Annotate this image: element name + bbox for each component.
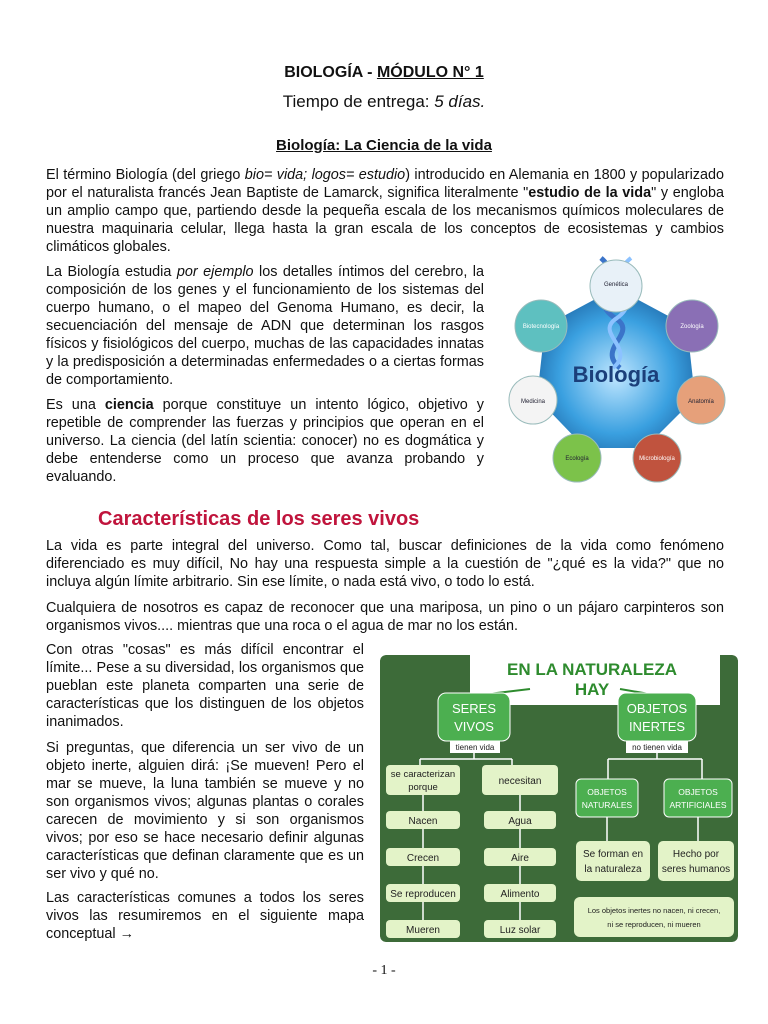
biologia-italic: por ejemplo	[176, 264, 254, 280]
hecho-por-line1: Hecho por	[672, 849, 720, 860]
microbiology-label: Microbiología	[639, 456, 675, 462]
caracterizan-line2: porque	[408, 782, 438, 793]
char-nacen: Nacen	[408, 816, 438, 827]
paragraph-cosas: Con otras "cosas" es más difícil encontrar el límite... Pese a su diversidad, los organismos que pueblan este planeta comparten una serie de características que los distinguen de los objetos inanimados.	[46, 642, 364, 730]
char-reproducen: Se reproducen	[390, 889, 456, 900]
deadline-value: 5 días.	[434, 92, 486, 111]
medicine-label: Medicina	[520, 399, 546, 405]
need-alimento: Alimento	[500, 889, 540, 900]
ecology-label: Ecología	[565, 456, 589, 462]
anatomy-label: Anatomía	[688, 399, 714, 405]
objetos-artificiales-box	[664, 779, 732, 817]
char-crecen: Crecen	[406, 853, 440, 864]
ciencia-bold: ciencia	[104, 397, 154, 413]
artificiales-line2: ARTIFICIALES	[669, 800, 727, 810]
biologia-text-2: los detalles íntimos del cerebro, la composición de los genes y el funcionamiento de los sistemas del cuerpo humano, o el mapeo del Genoma Humano, es decir, la secuenciación del mensaje de ADN que determinan los rasgos físicos y fisiológicos del cuerpo, muchas de las capacidades innatas y la predisposición a determinadas enfermedades o a ciertas formas de comportamiento.	[46, 264, 484, 388]
title-prefix: BIOLOGÍA -	[284, 64, 377, 81]
note-line2: ni se reproducen, ni mueren	[607, 920, 701, 929]
ciencia-text-2: porque constituye un intento lógico, objetivo y repetible de comprender las fuerzas y principios que operan en el universo. La ciencia (del latín scientia: conocer) no es dogmática y debe entenderse como un proceso que avanza probando y evaluando.	[46, 397, 484, 485]
paragraph-preguntas: Si preguntas, que diferencia un ser vivo de un objeto inerte, alguien dirá: ¡Se mueven! Pero el mar se mueve, la luna también se mueve y no son organismos vivos; algunas plantas o corales carecen de movimiento y si son organismos vivos; por eso se hace necesario definir algunas características que definan claramente que es un ser vivo y qué no.	[46, 740, 364, 882]
seres-vivos-line2: VIVOS	[454, 719, 494, 734]
se-forman-line1: Se forman en	[582, 849, 644, 860]
objetos-naturales-box	[576, 779, 638, 817]
paragraph-mariposa: Cualquiera de nosotros es capaz de reconocer que una mariposa, un pino o un pájaro carpinteros son organismos vivos.... mientras que una roca o el agua de mar no los están.	[46, 600, 724, 634]
intro-text-3: " y engloba un amplio campo que, partiendo desde la pequeña escala de los mecanismos químicos moleculares de nuestra maquinaria celular, llega hasta la gran escala de los conceptos de ecosistemas y cambios climáticos globales.	[46, 185, 724, 255]
se-forman-box	[576, 841, 650, 881]
biologia-text-1: La Biología estudia	[46, 264, 177, 280]
objetos-inertes-line2: INERTES	[628, 719, 686, 734]
paragraph-intro	[46, 166, 724, 256]
intro-etymology: bio= vida; logos= estudio	[244, 167, 406, 183]
se-forman-line2: la naturaleza	[584, 864, 642, 875]
note-box	[574, 897, 734, 937]
genetics-label: Genética	[603, 282, 629, 288]
need-agua: Agua	[508, 816, 532, 827]
caracterizan-line1: se caracterizan	[390, 769, 456, 780]
objetos-inertes-line1: OBJETOS	[626, 701, 688, 716]
naturales-line2: NATURALES	[581, 800, 633, 810]
title-module: MÓDULO N° 1	[376, 64, 484, 81]
paragraph-ciencia	[46, 396, 484, 486]
document-title	[0, 64, 768, 82]
ciencia-text-1: Es una	[46, 397, 105, 413]
char-mueren: Mueren	[406, 925, 440, 936]
tienen-vida-label: tienen vida	[455, 743, 495, 752]
hecho-por-box	[658, 841, 734, 881]
section-heading: Biología: La Ciencia de la vida	[276, 137, 492, 154]
need-aire: Aire	[511, 853, 529, 864]
paragraph-vida: La vida es parte integral del universo. Como tal, buscar definiciones de la vida como fenómeno diferenciado es muy difícil, No hay una respuesta simple a la cuestión de "¿qué es la vida?" que no incluya algún límite arbitrario. Sin ese límite, o nada está vivo, o todo lo está.	[46, 538, 724, 590]
need-luz: Luz solar	[499, 925, 541, 936]
intro-text-1: El término Biología (del griego	[46, 167, 245, 183]
map-title-line2: HAY	[574, 680, 610, 699]
paragraph-biologia	[46, 263, 484, 389]
biology-illustration	[505, 248, 727, 488]
paragraph-mapa: Las características comunes a todos los seres vivos las resumiremos en el siguiente mapa conceptual →	[46, 890, 364, 942]
map-title-line1: EN LA NATURALEZA	[507, 660, 677, 679]
deadline-label: Tiempo de entrega:	[282, 92, 435, 111]
characteristics-heading: Características de los seres vivos	[98, 508, 420, 530]
zoology-label: Zoología	[680, 324, 704, 330]
hecho-por-line2: seres humanos	[661, 864, 731, 875]
intro-bold: estudio de la vida	[528, 185, 652, 201]
concept-map	[380, 655, 738, 942]
note-line1: Los objetos inertes no nacen, ni crecen,	[587, 906, 721, 915]
naturales-line1: OBJETOS	[587, 787, 627, 797]
seres-vivos-line1: SERES	[451, 701, 497, 716]
necesitan-label: necesitan	[498, 776, 542, 787]
biology-center-label: Biología	[572, 362, 660, 387]
biotech-label: Biotecnología	[522, 324, 560, 330]
no-tienen-vida-label: no tienen vida	[632, 743, 682, 752]
deadline-line	[0, 92, 768, 112]
artificiales-line1: OBJETOS	[678, 787, 718, 797]
intro-text-2: ) introducido en Alemania en 1800 y popularizado por el naturalista francés Jean Baptiste de Lamarck, significa literalmente "	[46, 167, 725, 201]
page-number: - 1 -	[372, 963, 396, 978]
